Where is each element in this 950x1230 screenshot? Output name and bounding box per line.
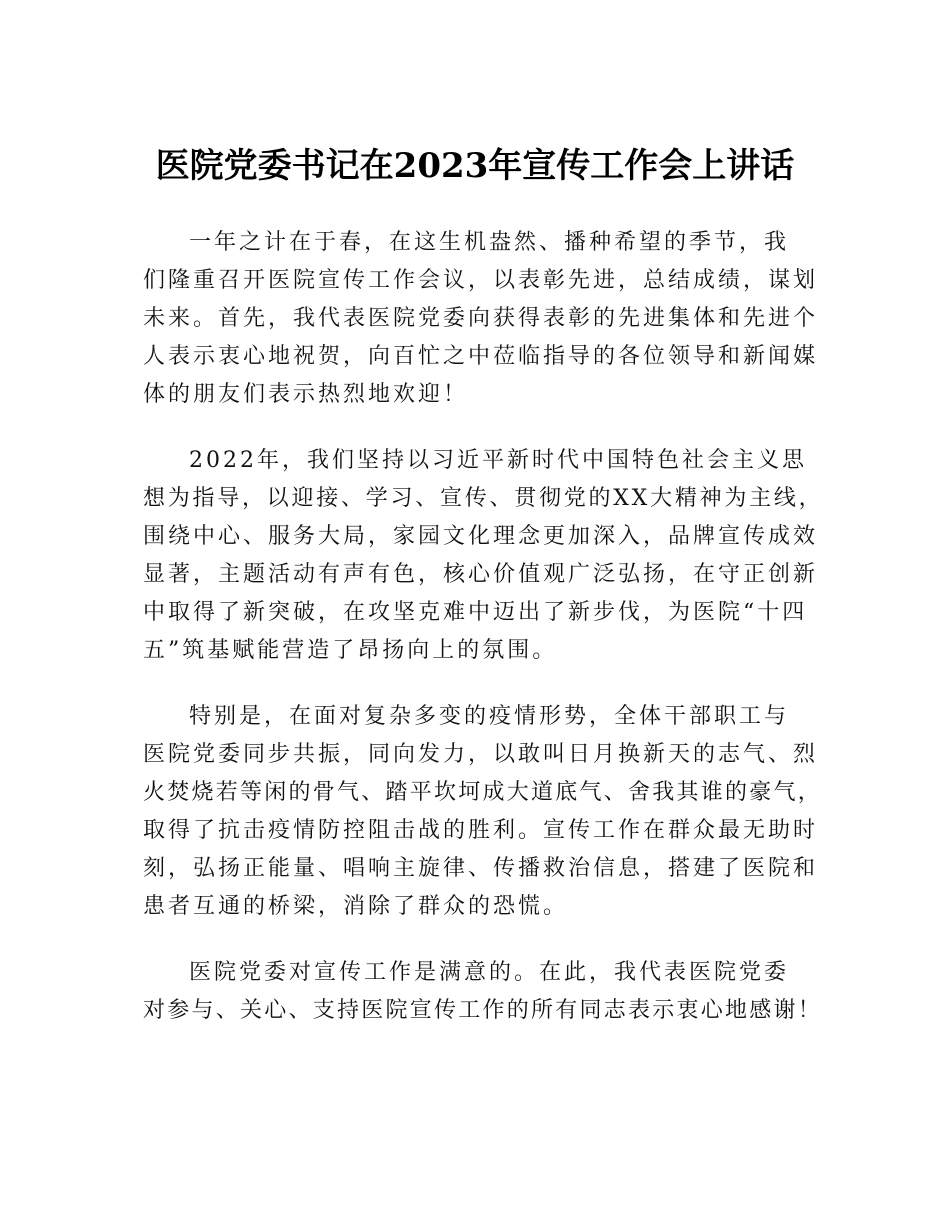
paragraph-line: 想为指导，以迎接、学习、宣传、贯彻党的XX大精神为主线， [143, 486, 824, 511]
paragraph-line: 围绕中心、服务大局，家园文化理念更加深入，品牌宣传成效 [143, 524, 819, 549]
paragraph-line: 火焚烧若等闲的骨气、踏平坎坷成大道底气、舍我其谁的豪气， [143, 780, 823, 805]
paragraph-line: 显著，主题活动有声有色，核心价值观广泛弘扬，在守正创新 [143, 562, 819, 587]
paragraph-2 [143, 442, 827, 670]
paragraph-line: 五”筑基赋能营造了昂扬向上的氛围。 [143, 638, 558, 663]
paragraph-line: 刻，弘扬正能量、唱响主旋律、传播救治信息，搭建了医院和 [143, 856, 819, 881]
paragraph-line: 对参与、关心、支持医院宣传工作的所有同志表示衷心地感谢！ [143, 998, 823, 1023]
paragraph-line: 体的朋友们表示热烈地欢迎！ [143, 382, 469, 407]
document-body [143, 224, 827, 1030]
paragraph-line: 取得了抗击疫情防控阻击战的胜利。宣传工作在群众最无助时 [143, 818, 819, 843]
paragraph-line: 们隆重召开医院宣传工作会议，以表彰先进，总结成绩，谋划 [143, 268, 819, 293]
paragraph-line: 患者互通的桥梁，消除了群众的恐慌。 [143, 894, 569, 919]
paragraph-line: 中取得了新突破，在攻坚克难中迈出了新步伐，为医院“十四 [143, 600, 808, 625]
paragraph-3 [143, 698, 827, 926]
paragraph-line: 医院党委对宣传工作是满意的。在此，我代表医院党委 [189, 960, 790, 985]
paragraph-1 [143, 224, 827, 414]
paragraph-line: 特别是，在面对复杂多变的疫情形势，全体干部职工与 [189, 704, 790, 729]
paragraph-line: 未来。首先，我代表医院党委向获得表彰的先进集体和先进个 [143, 306, 819, 331]
paragraph-line: 人表示衷心地祝贺，向百忙之中莅临指导的各位领导和新闻媒 [143, 344, 819, 369]
paragraph-line: 一年之计在于春，在这生机盎然、播种希望的季节，我 [189, 230, 790, 255]
paragraph-line: 医院党委同步共振，同向发力，以敢叫日月换新天的志气、烈 [143, 742, 819, 767]
paragraph-4 [143, 954, 827, 1030]
document-title: 医院党委书记在2023年宣传工作会上讲话 [155, 146, 795, 186]
paragraph-line: 2022年，我们坚持以习近平新时代中国特色社会主义思 [189, 448, 807, 473]
